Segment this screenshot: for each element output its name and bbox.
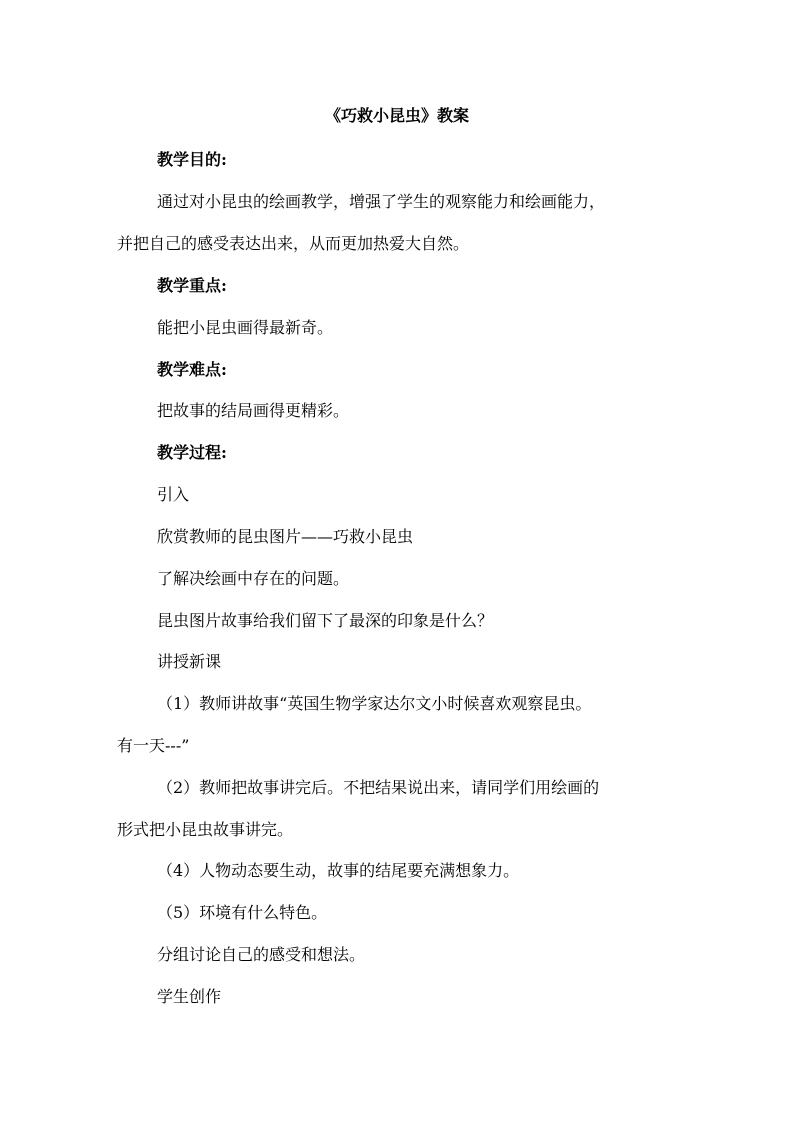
step-2-line-1: （2）教师把故事讲完后。不把结果说出来，请同学们用绘画的	[157, 778, 600, 797]
document-title: 《巧救小昆虫》教案	[324, 106, 469, 125]
step-5: （5）环境有什么特色。	[157, 903, 328, 922]
objective-text-line-1: 通过对小昆虫的绘画教学，增强了学生的观察能力和绘画能力，	[157, 192, 606, 211]
heading-teaching-process: 教学过程:	[157, 443, 227, 462]
step-1-line-2: 有一天---”	[117, 736, 190, 755]
process-new-lesson: 讲授新课	[157, 652, 222, 671]
step-2-line-2: 形式把小昆虫故事讲完。	[117, 820, 294, 839]
process-appreciate: 欣赏教师的昆虫图片——巧救小昆虫	[157, 527, 414, 546]
objective-text-line-2: 并把自己的感受表达出来，从而更加热爱大自然。	[117, 234, 470, 253]
process-understand: 了解决绘画中存在的问题。	[157, 569, 350, 588]
step-4: （4）人物动态要生动，故事的结尾要充满想象力。	[157, 861, 520, 880]
process-question: 昆虫图片故事给我们留下了最深的印象是什么？	[157, 611, 494, 630]
difficulty-text: 把故事的结局画得更精彩。	[157, 401, 350, 420]
group-discussion: 分组讨论自己的感受和想法。	[157, 945, 366, 964]
step-1-line-1: （1）教师讲故事“英国生物学家达尔文小时候喜欢观察昆虫。	[157, 694, 592, 713]
heading-teaching-difficulty: 教学难点:	[157, 360, 227, 379]
student-creation: 学生创作	[157, 987, 222, 1006]
heading-teaching-focus: 教学重点:	[157, 276, 227, 295]
heading-teaching-objective: 教学目的:	[157, 150, 227, 169]
process-intro: 引入	[157, 485, 190, 504]
focus-text: 能把小昆虫画得最新奇。	[157, 318, 334, 337]
